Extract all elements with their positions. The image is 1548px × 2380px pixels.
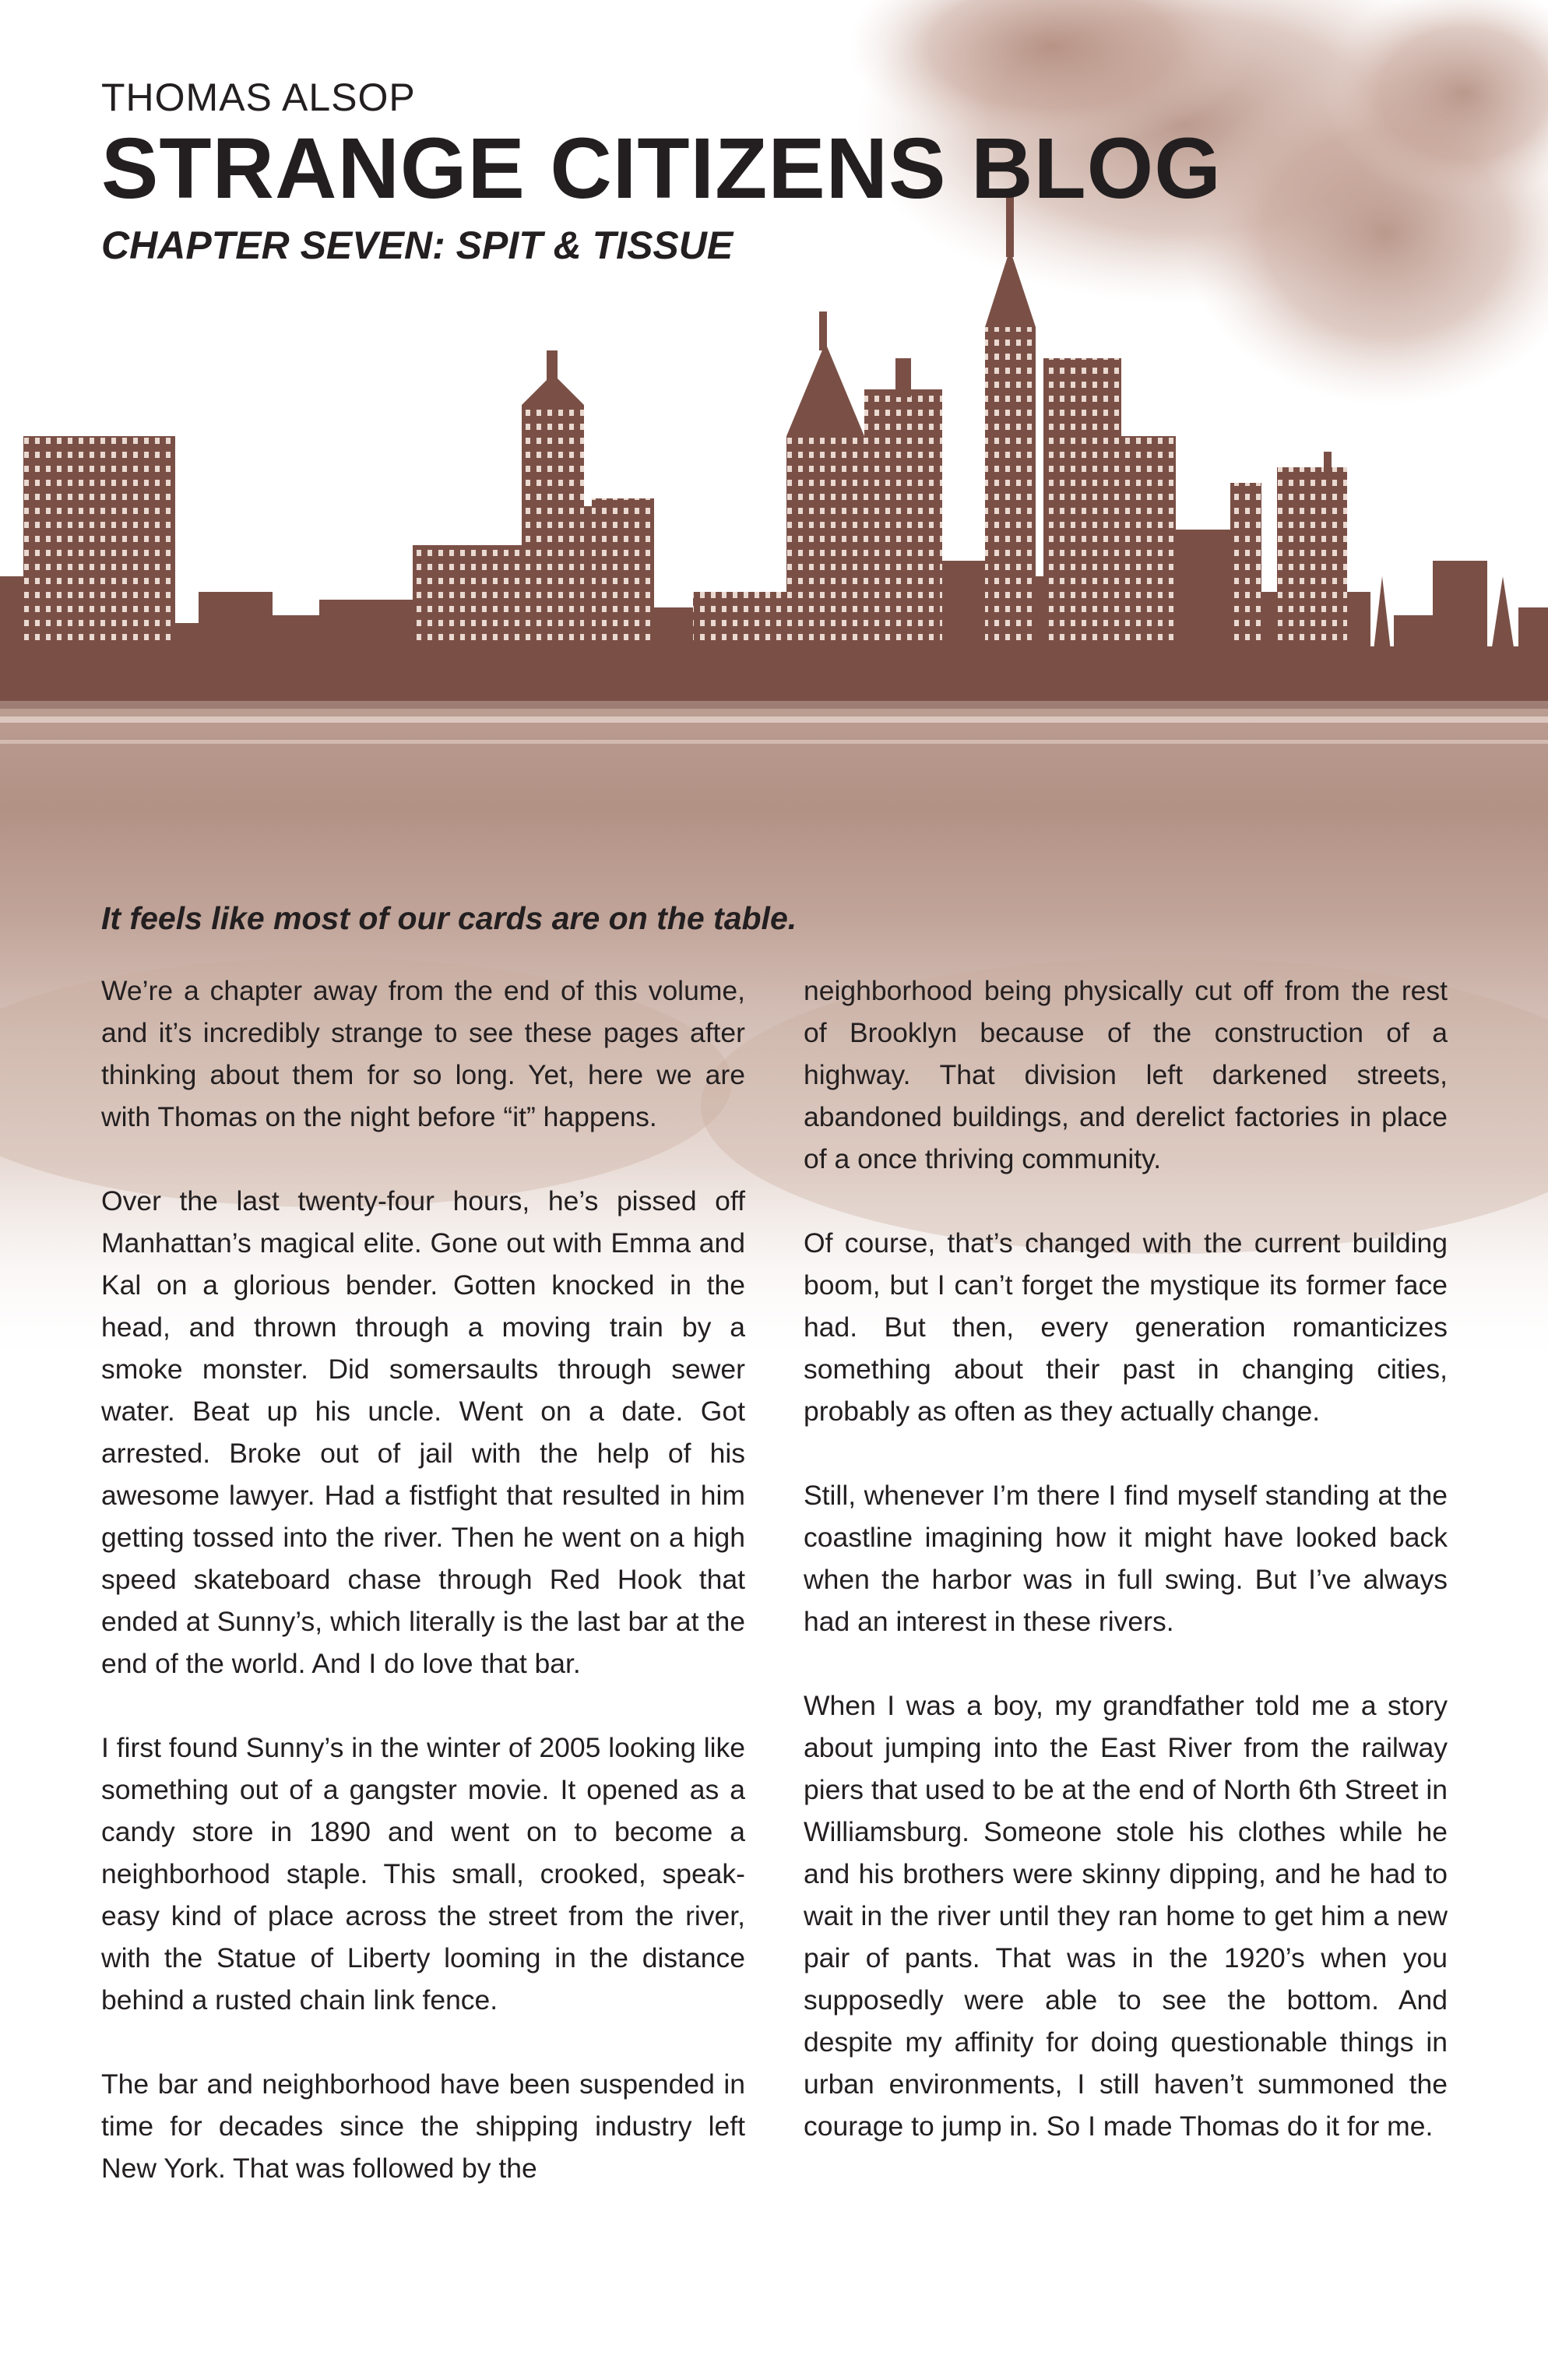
lede: It feels like most of our cards are on the table. [101,900,797,936]
chapter-title: CHAPTER SEVEN: SPIT & TISSUE [101,224,734,267]
paragraph: When I was a boy, my grandfather told me a story about jumping into the East River from the railway piers that used to be at the end of North 6th Street in Williamsburg. Someone stole his clothes while he and his brothers were skinny dipping, and he had to wait in the river until they ran home to get him a new pair of pants. That was in the 1920’s when you supposedly were able to see the bottom. And despite my affinity for doing questionable things in urban environments, I still haven’t summoned the courage to jump in. So I made Thomas do it for me. [804,1690,1448,2142]
paragraph: Over the last twenty-four hours, he’s pissed off Manhattan’s magical elite. Gone out with Emma and Kal on a glorious bender. Gotten knocked in the head, and thrown through a moving train by a smoke monster. Did somersaults through sewer water. Beat up his uncle. Went on a date. Got arrested. Broke out of jail with the help of his awesome lawyer. Had a fistfight that resulted in him getting tossed into the river. Then he went on a high speed skateboard chase through Red Hook that ended at Sunny’s, which literally is the last bar at the end of the world. And I do love that bar. [101,1185,745,1679]
paragraph: neighborhood being physically cut off from the rest of Brooklyn because of the construction of a highway. That division left darkened streets, abandoned buildings, and derelict factories in place of a once thriving community. [804,975,1448,1174]
author-name: THOMAS ALSOP [101,76,416,119]
paragraph: Of course, that’s changed with the current building boom, but I can’t forget the mystique its former face had. But then, every generation romanticizes something about their past in changing cities, probably as often as they actually change. [804,1227,1448,1427]
header [101,78,1222,265]
left-column [101,970,745,2231]
paragraph: The bar and neighborhood have been suspended in time for decades since the shipping industry left New York. That was followed by the [101,2068,745,2184]
paragraph: We’re a chapter away from the end of this volume, and it’s incredibly strange to see these pages after thinking about them for so long. Yet, here we are with Thomas on the night before “it” happens. [101,975,745,1132]
paragraph: Still, whenever I’m there I find myself standing at the coastline imagining how it might have looked back when the harbor was in full swing. But I’ve always had an interest in these rivers. [804,1480,1448,1637]
page-title: STRANGE CITIZENS BLOG [101,121,1222,217]
river-reflection [0,701,1548,810]
right-column [804,970,1448,2189]
paragraph: I first found Sunny’s in the winter of 2005 looking like something out of a gangster movie. It opened as a candy store in 1890 and went on to become a neighborhood staple. This small, crooked, speak-easy kind of place across the street from the river, with the Statue of Liberty looming in the distance behind a rusted chain link fence. [101,1732,745,2016]
